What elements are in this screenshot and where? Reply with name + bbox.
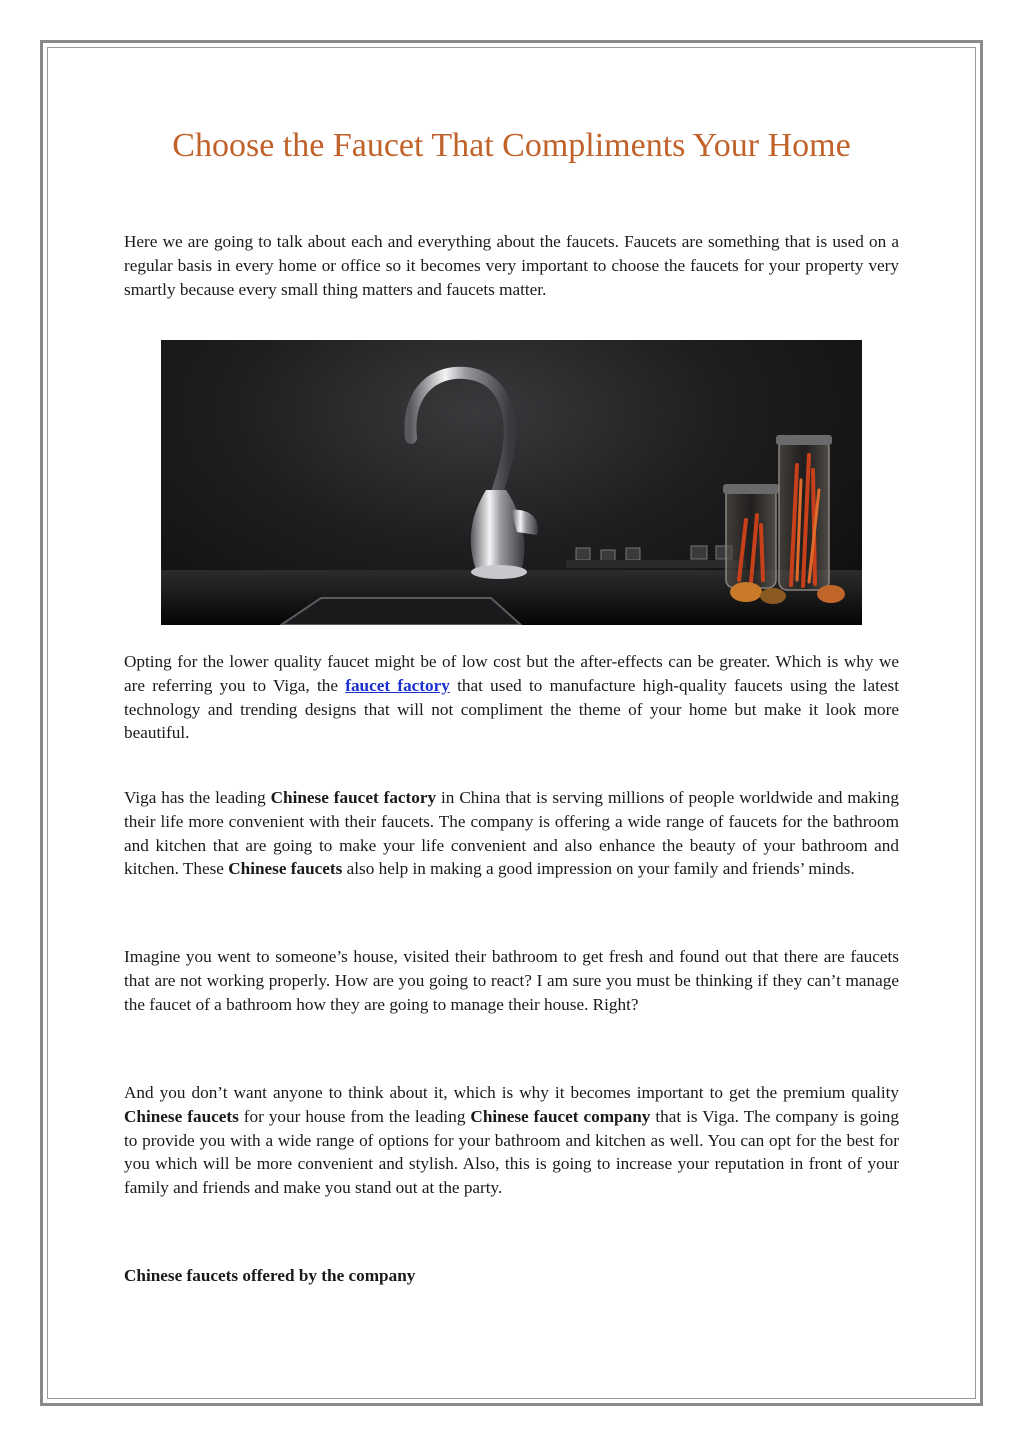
bold-term: Chinese faucet factory — [270, 788, 437, 807]
section-subheading: Chinese faucets offered by the company — [124, 1266, 416, 1285]
faucet-factory-link[interactable]: faucet factory — [345, 675, 450, 695]
paragraph-premium-quality — [124, 1081, 899, 1200]
paragraph-text: also help in making a good impression on your family and friends’ minds. — [342, 859, 855, 879]
intro-paragraph: Here we are going to talk about each and everything about the faucets. Faucets are something that is used on a regular basis in every home or office so it becomes very important to choose the faucets for your property very smartly because every small thing matters and faucets matter. — [124, 232, 899, 299]
bold-term: Chinese faucets — [228, 859, 343, 879]
paragraph-text: for your house from the leading — [238, 1106, 471, 1126]
paragraph-text: that is Viga. The company is going to provide you with a wide range of options for your bathroom and kitchen as well. You can opt for the best for you which will be more convenient and stylish. Also, this is going to increase your reputation in front of your family and friends and make you stand out at the party. — [124, 1106, 899, 1198]
faucet-photo-icon — [161, 340, 862, 625]
paragraph-text: And you don’t want anyone to think about it, which is why it becomes important to get the premium quality — [124, 1083, 899, 1102]
paragraph-text: that used to manufacture high-quality faucets using the latest technology and trending designs that will not compliment the theme of your home but make it look more beautiful. — [124, 675, 900, 743]
paragraph-imagine: Imagine you went to someone’s house, visited their bathroom to get fresh and found out that there are faucets that are not working properly. How are you going to react? I am sure you must be thinking if they can’t manage the faucet of a bathroom how they are going to manage their house. Right? — [124, 947, 899, 1014]
bold-term: Chinese faucets — [124, 1106, 239, 1126]
page-title: Choose the Faucet That Compliments Your Home — [172, 127, 851, 164]
hero-image — [161, 340, 862, 625]
paragraph-text: in China that is serving millions of people worldwide and making their life more convenient with their faucets. The company is offering a wide range of faucets for the bathroom and kitchen that are going to make your life convenient and also enhance the beauty of your bathroom and kitchen. These — [124, 788, 899, 879]
paragraph-text: Opting for the lower quality faucet might be of low cost but the after-effects can be greater. Which is why we are referring you to Viga, the — [124, 652, 899, 695]
paragraph-text: Viga has the leading — [124, 788, 271, 807]
paragraph-faucet-factory — [124, 650, 899, 745]
bold-term: Chinese faucet company — [470, 1106, 651, 1126]
paragraph-viga-leading — [124, 786, 899, 881]
